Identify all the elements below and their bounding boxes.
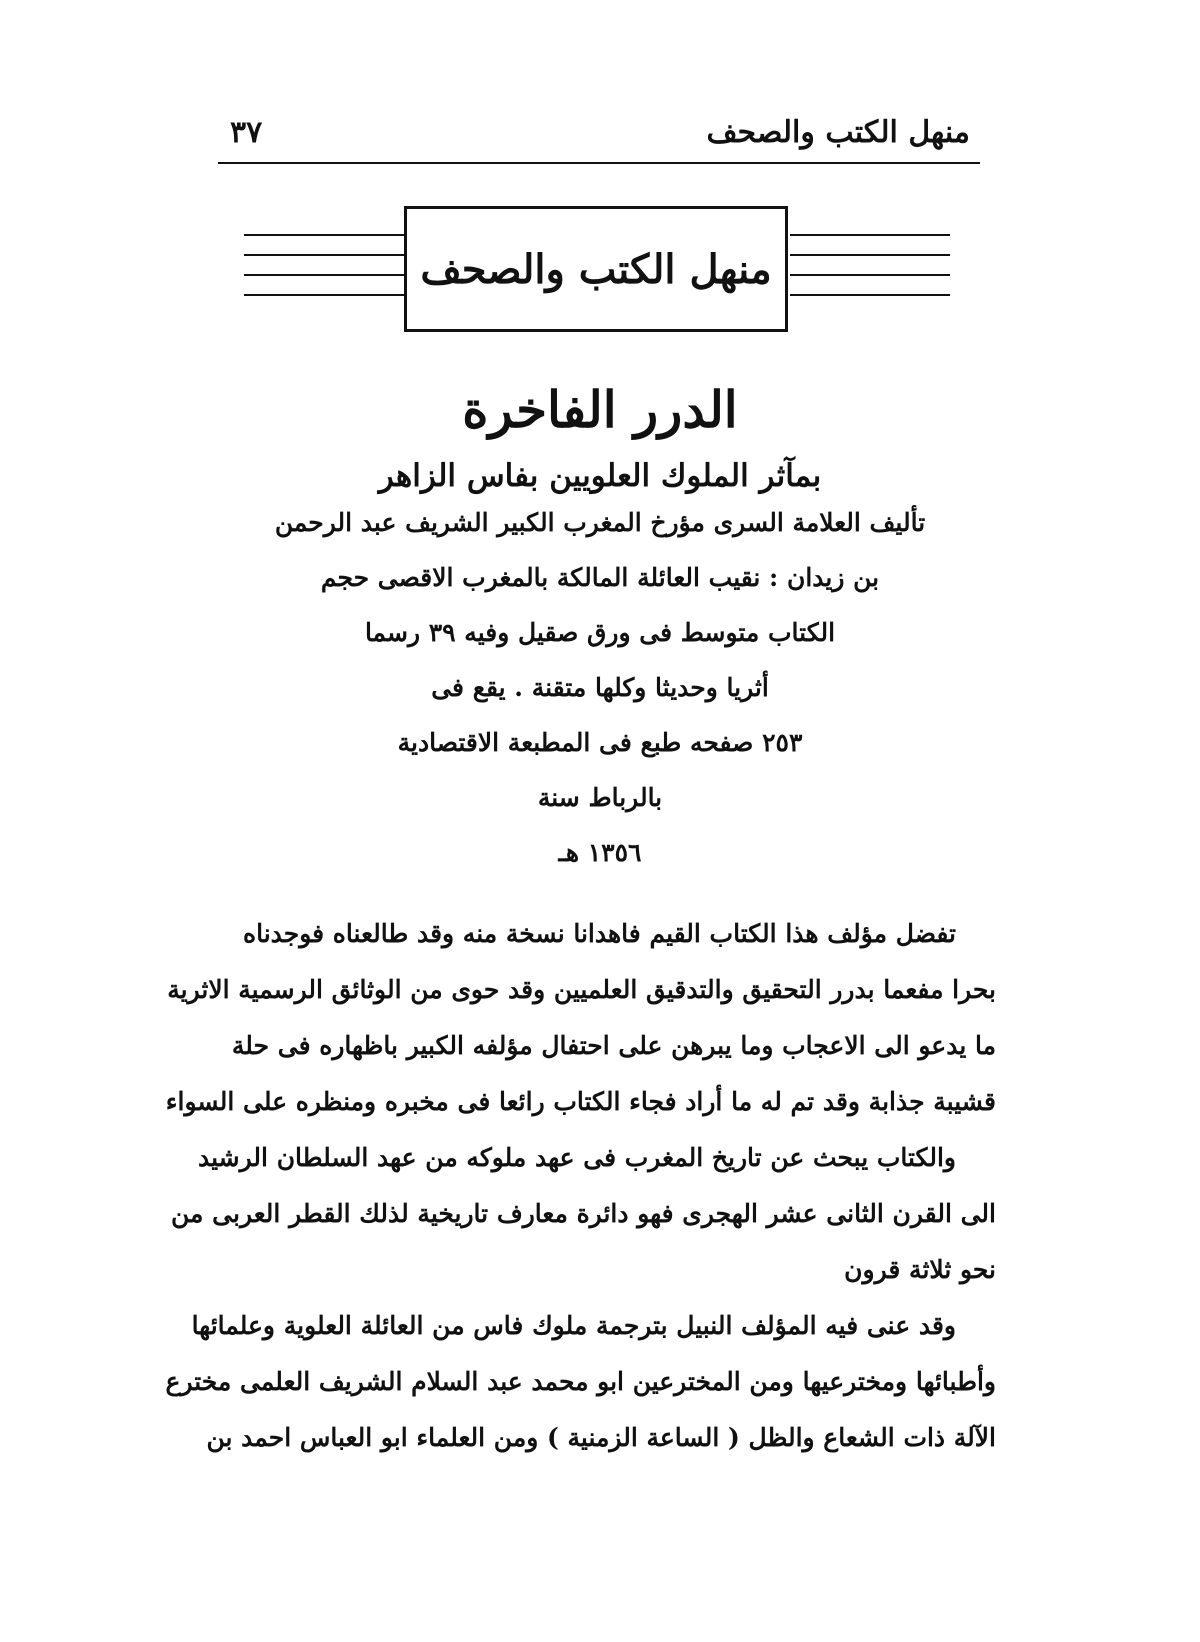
decorative-lines-left bbox=[244, 220, 404, 320]
page-number: ٣٧ bbox=[230, 114, 263, 150]
book-title: الدرر الفاخرة bbox=[462, 380, 738, 439]
book-subtitle: بمآثر الملوك العلويين بفاس الزاهر bbox=[378, 458, 822, 494]
book-info-line: أثريا وحديثا وكلها متقنة . يقع فى bbox=[431, 673, 769, 702]
paragraph-line: وقد عنى فيه المؤلف النبيل بترجمة ملوك فاس من العائلة العلوية وعلمائها bbox=[191, 1311, 956, 1340]
paragraph-line: والكتاب يبحث عن تاريخ المغرب فى عهد ملوكه من عهد السلطان الرشيد bbox=[198, 1143, 956, 1172]
header-rule bbox=[218, 162, 980, 164]
book-info-line: تأليف العلامة السرى مؤرخ المغرب الكبير الشريف عبد الرحمن bbox=[274, 508, 926, 537]
book-info-line: الكتاب متوسط فى ورق صقيل وفيه ٣٩ رسما bbox=[364, 618, 836, 647]
paragraph-line: ما يدعو الى الاعجاب وما يبرهن على احتفال مؤلفه الكبير باظهاره فى حلة bbox=[231, 1031, 996, 1060]
body-paragraph-3 bbox=[165, 1298, 996, 1466]
book-info-line: ٢٥٣ صفحه طبع فى المطبعة الاقتصادية bbox=[397, 728, 803, 757]
body-paragraph-2 bbox=[171, 1130, 996, 1298]
paragraph-line: الى القرن الثانى عشر الهجرى فهو دائرة معارف تاريخية لذلك القطر العربى من bbox=[171, 1199, 996, 1228]
running-header bbox=[230, 112, 970, 152]
decorative-lines-right bbox=[790, 220, 950, 320]
section-title: منهل الكتب والصحف bbox=[420, 245, 772, 293]
body-paragraph-1 bbox=[165, 906, 996, 1130]
section-title-box bbox=[404, 206, 788, 332]
paragraph-line: بحرا مفعما بدرر التحقيق والتدقيق العلميين وقد حوى من الوثائق الرسمية الاثرية bbox=[167, 975, 996, 1004]
paragraph-line: قشيبة جذابة وقد تم له ما أراد فجاء الكتاب رائعا فى مخبره ومنظره على السواء bbox=[165, 1087, 996, 1116]
running-title: منهل الكتب والصحف bbox=[706, 114, 970, 150]
paragraph-line: تفضل مؤلف هذا الكتاب القيم فاهدانا نسخة منه وقد طالعناه فوجدناه bbox=[242, 919, 956, 948]
book-info-line: بالرباط سنة bbox=[537, 783, 663, 812]
book-info-line: بن زيدان : نقيب العائلة المالكة بالمغرب الاقصى حجم bbox=[320, 563, 880, 592]
book-date-line: ١٣٥٦ هـ bbox=[558, 838, 642, 867]
paragraph-line: الآلة ذات الشعاع والظل ( الساعة الزمنية ) ومن العلماء ابو العباس احمد بن bbox=[206, 1423, 996, 1452]
paragraph-line: نحو ثلاثة قرون bbox=[844, 1255, 996, 1284]
paragraph-line: وأطبائها ومخترعيها ومن المخترعين ابو محمد عبد السلام الشريف العلمى مخترع bbox=[165, 1367, 996, 1396]
